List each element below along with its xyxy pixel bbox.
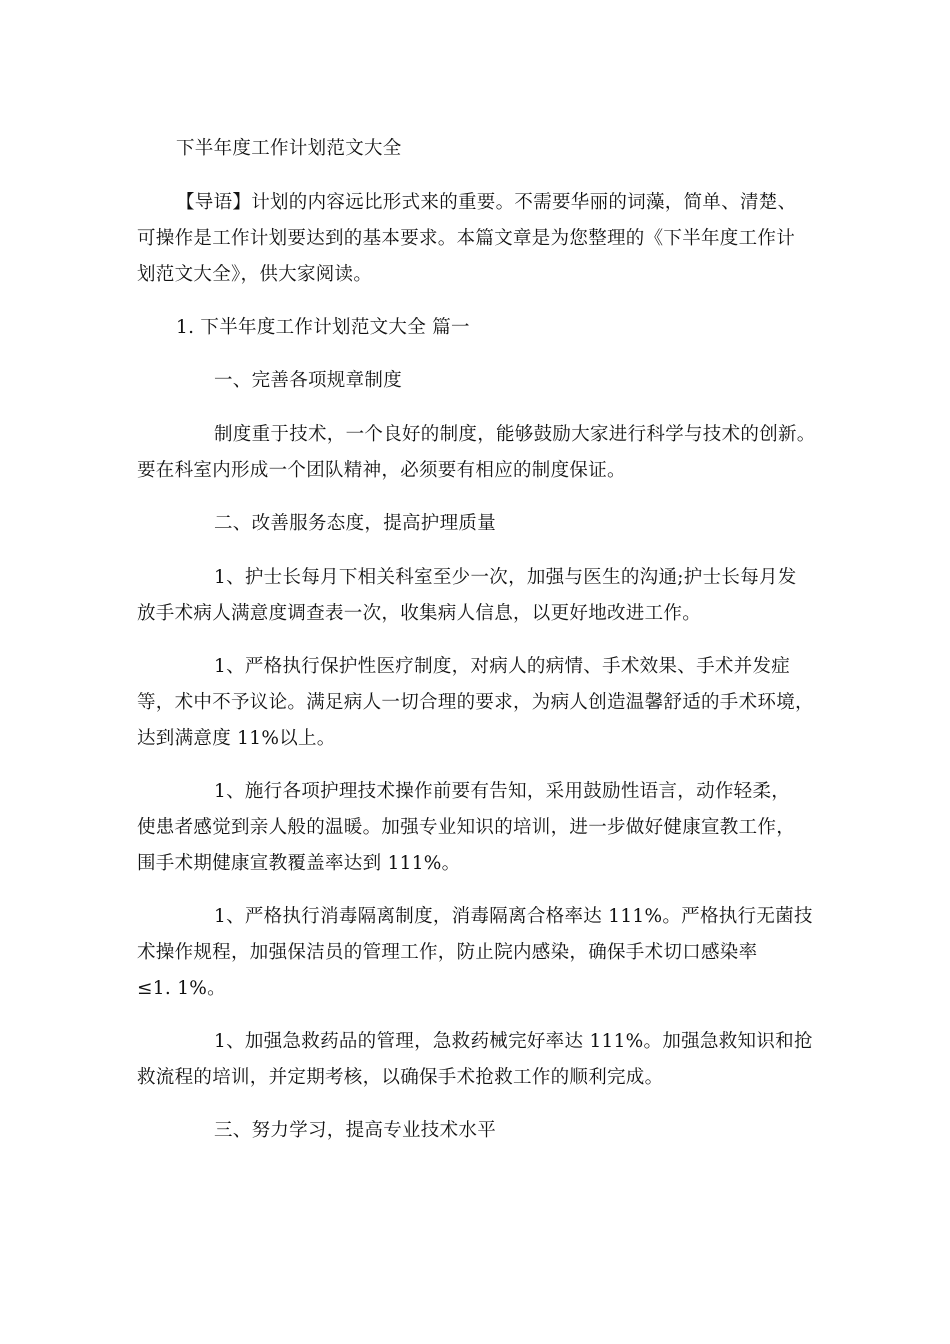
para-5-line-2: 术操作规程，加强保洁员的管理工作，防止院内感染，确保手术切口感染率 xyxy=(137,942,758,963)
section-title: 1. 下半年度工作计划范文大全 篇一 xyxy=(176,317,470,338)
para-6-line-1: 1、加强急救药品的管理，急救药械完好率达 111%。加强急救知识和抢 xyxy=(214,1031,813,1052)
para-3-line-2: 等，术中不予议论。满足病人一切合理的要求，为病人创造温馨舒适的手术环境， xyxy=(137,692,814,713)
intro-line-1: 【导语】计划的内容远比形式来的重要。不需要华丽的词藻，简单、清楚、 xyxy=(176,192,797,213)
para-3-line-3: 达到满意度 11%以上。 xyxy=(137,728,336,749)
para-5-line-1: 1、严格执行消毒隔离制度，消毒隔离合格率达 111%。严格执行无菌技 xyxy=(214,906,813,927)
para-4-line-1: 1、施行各项护理技术操作前要有告知，采用鼓励性语言，动作轻柔， xyxy=(214,781,791,802)
para-4-line-3: 围手术期健康宣教覆盖率达到 111%。 xyxy=(137,853,461,874)
heading-1: 一、完善各项规章制度 xyxy=(214,370,403,391)
intro-line-2: 可操作是工作计划要达到的基本要求。本篇文章是为您整理的《下半年度工作计 xyxy=(137,228,796,249)
para-2-line-1: 1、护士长每月下相关科室至少一次，加强与医生的沟通;护士长每月发 xyxy=(214,567,797,588)
intro-line-3: 划范文大全》，供大家阅读。 xyxy=(137,264,373,285)
document-title: 下半年度工作计划范文大全 xyxy=(176,138,402,159)
para-6-line-2: 救流程的培训，并定期考核，以确保手术抢救工作的顺利完成。 xyxy=(137,1067,664,1088)
para-3-line-1: 1、严格执行保护性医疗制度，对病人的病情、手术效果、手术并发症 xyxy=(214,656,791,677)
para-1-line-1: 制度重于技术，一个良好的制度，能够鼓励大家进行科学与技术的创新。 xyxy=(214,424,816,445)
para-2-line-2: 放手术病人满意度调查表一次，收集病人信息，以更好地改进工作。 xyxy=(137,603,702,624)
para-1-line-2: 要在科室内形成一个团队精神，必须要有相应的制度保证。 xyxy=(137,460,626,481)
heading-2: 二、改善服务态度，提高护理质量 xyxy=(214,513,497,534)
heading-3: 三、努力学习，提高专业技术水平 xyxy=(214,1120,497,1141)
para-4-line-2: 使患者感觉到亲人般的温暖。加强专业知识的培训，进一步做好健康宣教工作， xyxy=(137,817,796,838)
para-5-line-3: ≤1. 1%。 xyxy=(137,978,226,999)
